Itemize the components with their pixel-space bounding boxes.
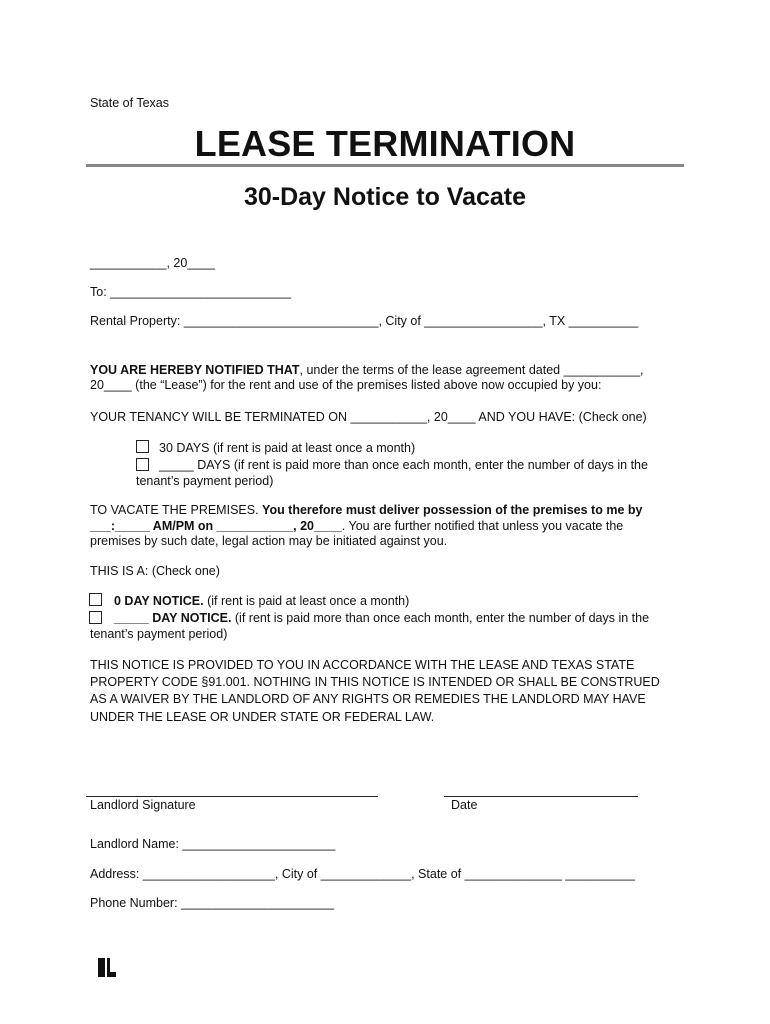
- phone-number-line: Phone Number: ______________________: [90, 896, 334, 910]
- custom-day-notice-line: [114, 611, 649, 626]
- date-signature-line[interactable]: [444, 796, 638, 797]
- checkbox-0-day-notice[interactable]: [89, 593, 102, 606]
- zero-day-notice-bold: 0 DAY NOTICE.: [114, 594, 204, 608]
- checkbox-30-days[interactable]: [136, 440, 149, 453]
- notice-lead-rest: , under the terms of the lease agreement dated ___________,: [299, 363, 644, 377]
- legal-line-1: THIS NOTICE IS PROVIDED TO YOU IN ACCORDANCE WITH THE LEASE AND TEXAS STATE: [90, 658, 635, 672]
- option-custom-days-label: _____ DAYS (if rent is paid more than once each month, enter the number of days in the: [159, 458, 648, 472]
- landlord-signature-label: Landlord Signature: [90, 798, 196, 812]
- this-is-label: THIS IS A: (Check one): [90, 564, 220, 578]
- checkbox-custom-day-notice[interactable]: [89, 611, 102, 624]
- page-subtitle: 30-Day Notice to Vacate: [243, 183, 527, 211]
- document-logo-icon: [98, 958, 116, 977]
- landlord-name-line: Landlord Name: ______________________: [90, 837, 336, 851]
- state-label: State of Texas: [90, 96, 169, 110]
- date-label: Date: [451, 798, 478, 812]
- date-field-line: ___________, 20____: [90, 256, 216, 270]
- legal-line-2: PROPERTY CODE §91.001. NOTHING IN THIS NOTICE IS INTENDED OR SHALL BE CONSTRUED: [90, 675, 660, 689]
- page-title: LEASE TERMINATION: [194, 123, 576, 164]
- address-line: Address: ___________________, City of _____________, State of ______________ __________: [90, 867, 635, 881]
- vacate-line-1: [90, 503, 642, 518]
- custom-day-notice-cont: tenant’s payment period): [90, 627, 228, 641]
- vacate-further-notice: . You are further notified that unless you vacate the: [341, 519, 624, 533]
- vacate-line-2: [90, 519, 623, 534]
- zero-day-notice-line: [114, 594, 409, 609]
- vacate-lead: TO VACATE THE PREMISES.: [90, 503, 263, 517]
- checkbox-custom-days[interactable]: [136, 458, 149, 471]
- landlord-signature-line[interactable]: [86, 796, 378, 797]
- title-divider: [86, 164, 684, 167]
- legal-line-4: UNDER THE LEASE OR UNDER STATE OR FEDERAL LAW.: [90, 710, 435, 724]
- notice-paragraph-line-2: 20____ (the “Lease”) for the rent and use of the premises listed above now occupied by you:: [90, 378, 602, 392]
- vacate-line-3: premises by such date, legal action may be initiated against you.: [90, 534, 448, 548]
- custom-day-notice-bold: _____ DAY NOTICE.: [114, 611, 232, 625]
- to-field-line: To: __________________________: [90, 285, 291, 299]
- notice-paragraph-line-1: [90, 363, 644, 378]
- custom-day-notice-rest: (if rent is paid more than once each month, enter the number of days in the: [231, 611, 650, 625]
- zero-day-notice-rest: (if rent is paid at least once a month): [203, 594, 410, 608]
- vacate-lead-bold: You therefore must deliver possession of the premises to me by: [262, 503, 643, 517]
- option-custom-days-label-cont: tenant’s payment period): [136, 474, 274, 488]
- rental-property-line: Rental Property: ____________________________, City of _________________, TX __________: [90, 314, 639, 328]
- termination-line: YOUR TENANCY WILL BE TERMINATED ON ___________, 20____ AND YOU HAVE: (Check one): [90, 410, 647, 424]
- vacate-deadline-bold: ___:_____ AM/PM on ___________, 20____: [90, 519, 342, 533]
- notice-lead-bold: YOU ARE HEREBY NOTIFIED THAT: [90, 363, 300, 377]
- legal-line-3: AS A WAIVER BY THE LANDLORD OF ANY RIGHTS OR REMEDIES THE LANDLORD MAY HAVE: [90, 692, 646, 706]
- option-30-days-label: 30 DAYS (if rent is paid at least once a month): [159, 441, 416, 455]
